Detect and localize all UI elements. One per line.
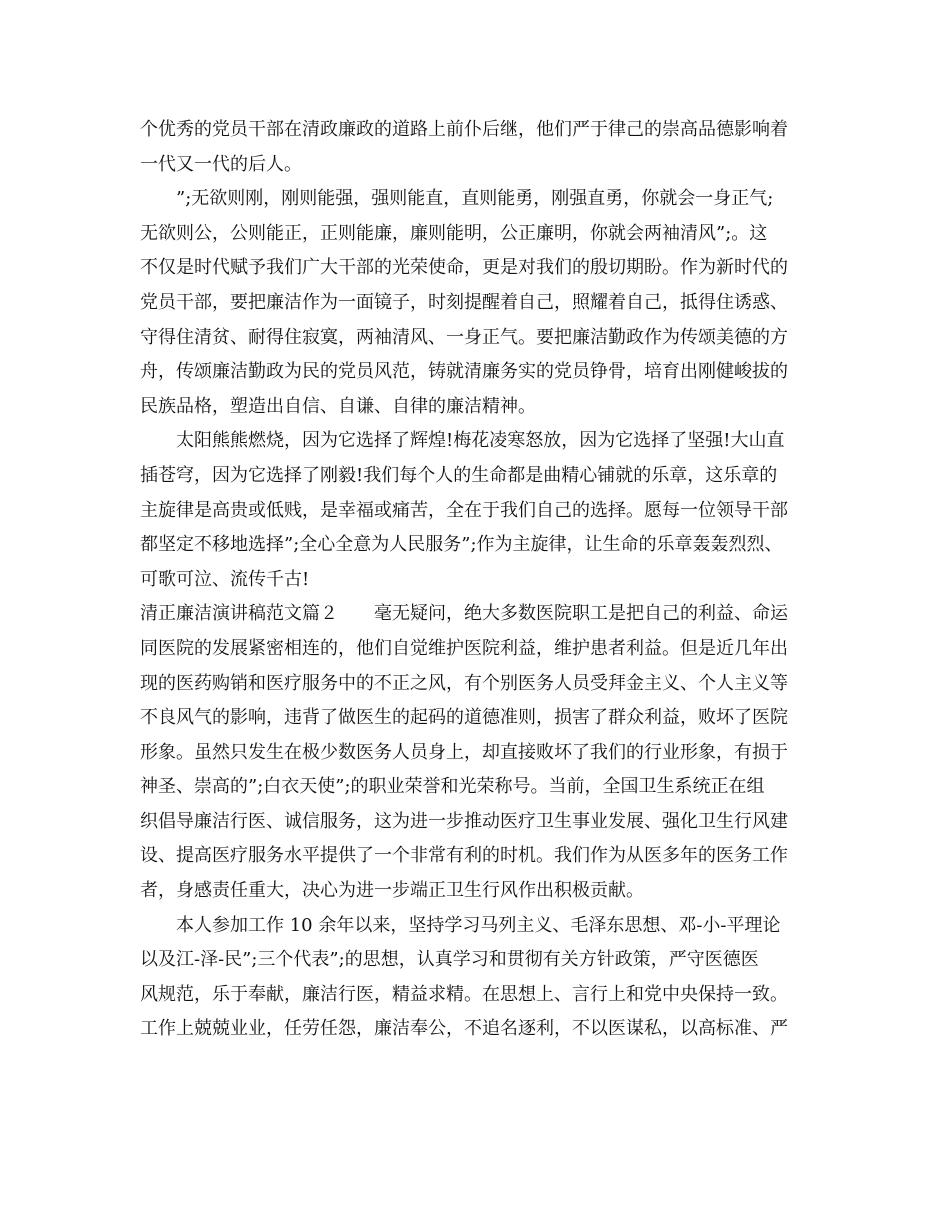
text-line: 守得住清贫、耐得住寂寞，两袖清风、一身正气。要把廉洁勤政作为传颂美德的方	[140, 326, 788, 348]
text-line: 清正廉洁演讲稿范文篇２ 毫无疑问，绝大多数医院职工是把自己的利益、命运	[140, 603, 788, 625]
text-line: 本人参加工作 10 余年以来，坚持学习马列主义、毛泽东思想、邓-小-平理论	[176, 914, 781, 936]
document-body	[140, 113, 830, 1047]
text-line: 织倡导廉洁行医、诚信服务，这为进一步推动医疗卫生事业发展、强化卫生行风建	[140, 810, 788, 832]
text-line: 以及江-泽-民”;三个代表”;的思想，认真学习和贯彻有关方针政策，严守医德医	[140, 949, 759, 971]
text-line: 无欲则公，公则能正，正则能廉，廉则能明，公正廉明，你就会两袖清风”;。这	[140, 222, 768, 244]
text-line: 不仅是时代赋予我们广大干部的光荣使命，更是对我们的殷切期盼。作为新时代的	[140, 257, 788, 279]
text-line: 不良风气的影响，违背了做医生的起码的道德准则，损害了群众利益，败坏了医院	[140, 707, 788, 729]
text-line: 个优秀的党员干部在清政廉政的道路上前仆后继，他们严于律己的崇高品德影响着	[140, 119, 788, 140]
text-line: 同医院的发展紧密相连的，他们自觉维护医院利益，维护患者利益。但是近几年出	[140, 637, 788, 659]
text-line: 插苍穹，因为它选择了刚毅!我们每个人的生命都是曲精心铺就的乐章，这乐章的	[140, 464, 778, 486]
text-line: 都坚定不移地选择”;全心全意为人民服务”;作为主旋律，让生命的乐章轰轰烈烈、	[140, 534, 783, 556]
text-line: 者，身感责任重大，决心为进一步端正卫生行风作出积极贡献。	[140, 880, 644, 902]
text-line: 可歌可泣、流传千古!	[140, 568, 310, 590]
text-line: 民族品格，塑造出自信、自谦、自律的廉洁精神。	[140, 395, 536, 417]
text-line: 风规范，乐于奉献，廉洁行医，精益求精。在思想上、言行上和党中央保持一致。	[140, 983, 788, 1005]
text-line: ”;无欲则刚，刚则能强，强则能直，直则能勇，刚强直勇，你就会一身正气;	[176, 188, 774, 210]
text-line: 一代又一代的后人。	[140, 153, 302, 175]
text-line: 党员干部，要把廉洁作为一面镜子，时刻提醒着自己，照耀着自己，抵得住诱惑、	[140, 291, 788, 313]
text-line: 神圣、崇高的”;白衣天使”;的职业荣誉和光荣称号。当前，全国卫生系统正在组	[140, 776, 765, 798]
text-line: 工作上兢兢业业，任劳任怨，廉洁奉公，不追名逐利，不以医谋私，以高标准、严	[140, 1018, 788, 1040]
text-line: 设、提高医疗服务水平提供了一个非常有利的时机。我们作为从医多年的医务工作	[140, 845, 788, 867]
text-line: 主旋律是高贵或低贱，是幸福或痛苦，全在于我们自己的选择。愿每一位领导干部	[140, 499, 788, 521]
text-line: 舟，传颂廉洁勤政为民的党员风范，铸就清廉务实的党员铮骨，培育出刚健峻拔的	[140, 361, 788, 383]
text-line: 太阳熊熊燃烧，因为它选择了辉煌!梅花凌寒怒放，因为它选择了坚强!大山直	[176, 430, 785, 452]
text-line: 形象。虽然只发生在极少数医务人员身上，却直接败坏了我们的行业形象，有损于	[140, 741, 788, 763]
text-line: 现的医药购销和医疗服务中的不正之风，有个别医务人员受拜金主义、个人主义等	[140, 672, 788, 694]
